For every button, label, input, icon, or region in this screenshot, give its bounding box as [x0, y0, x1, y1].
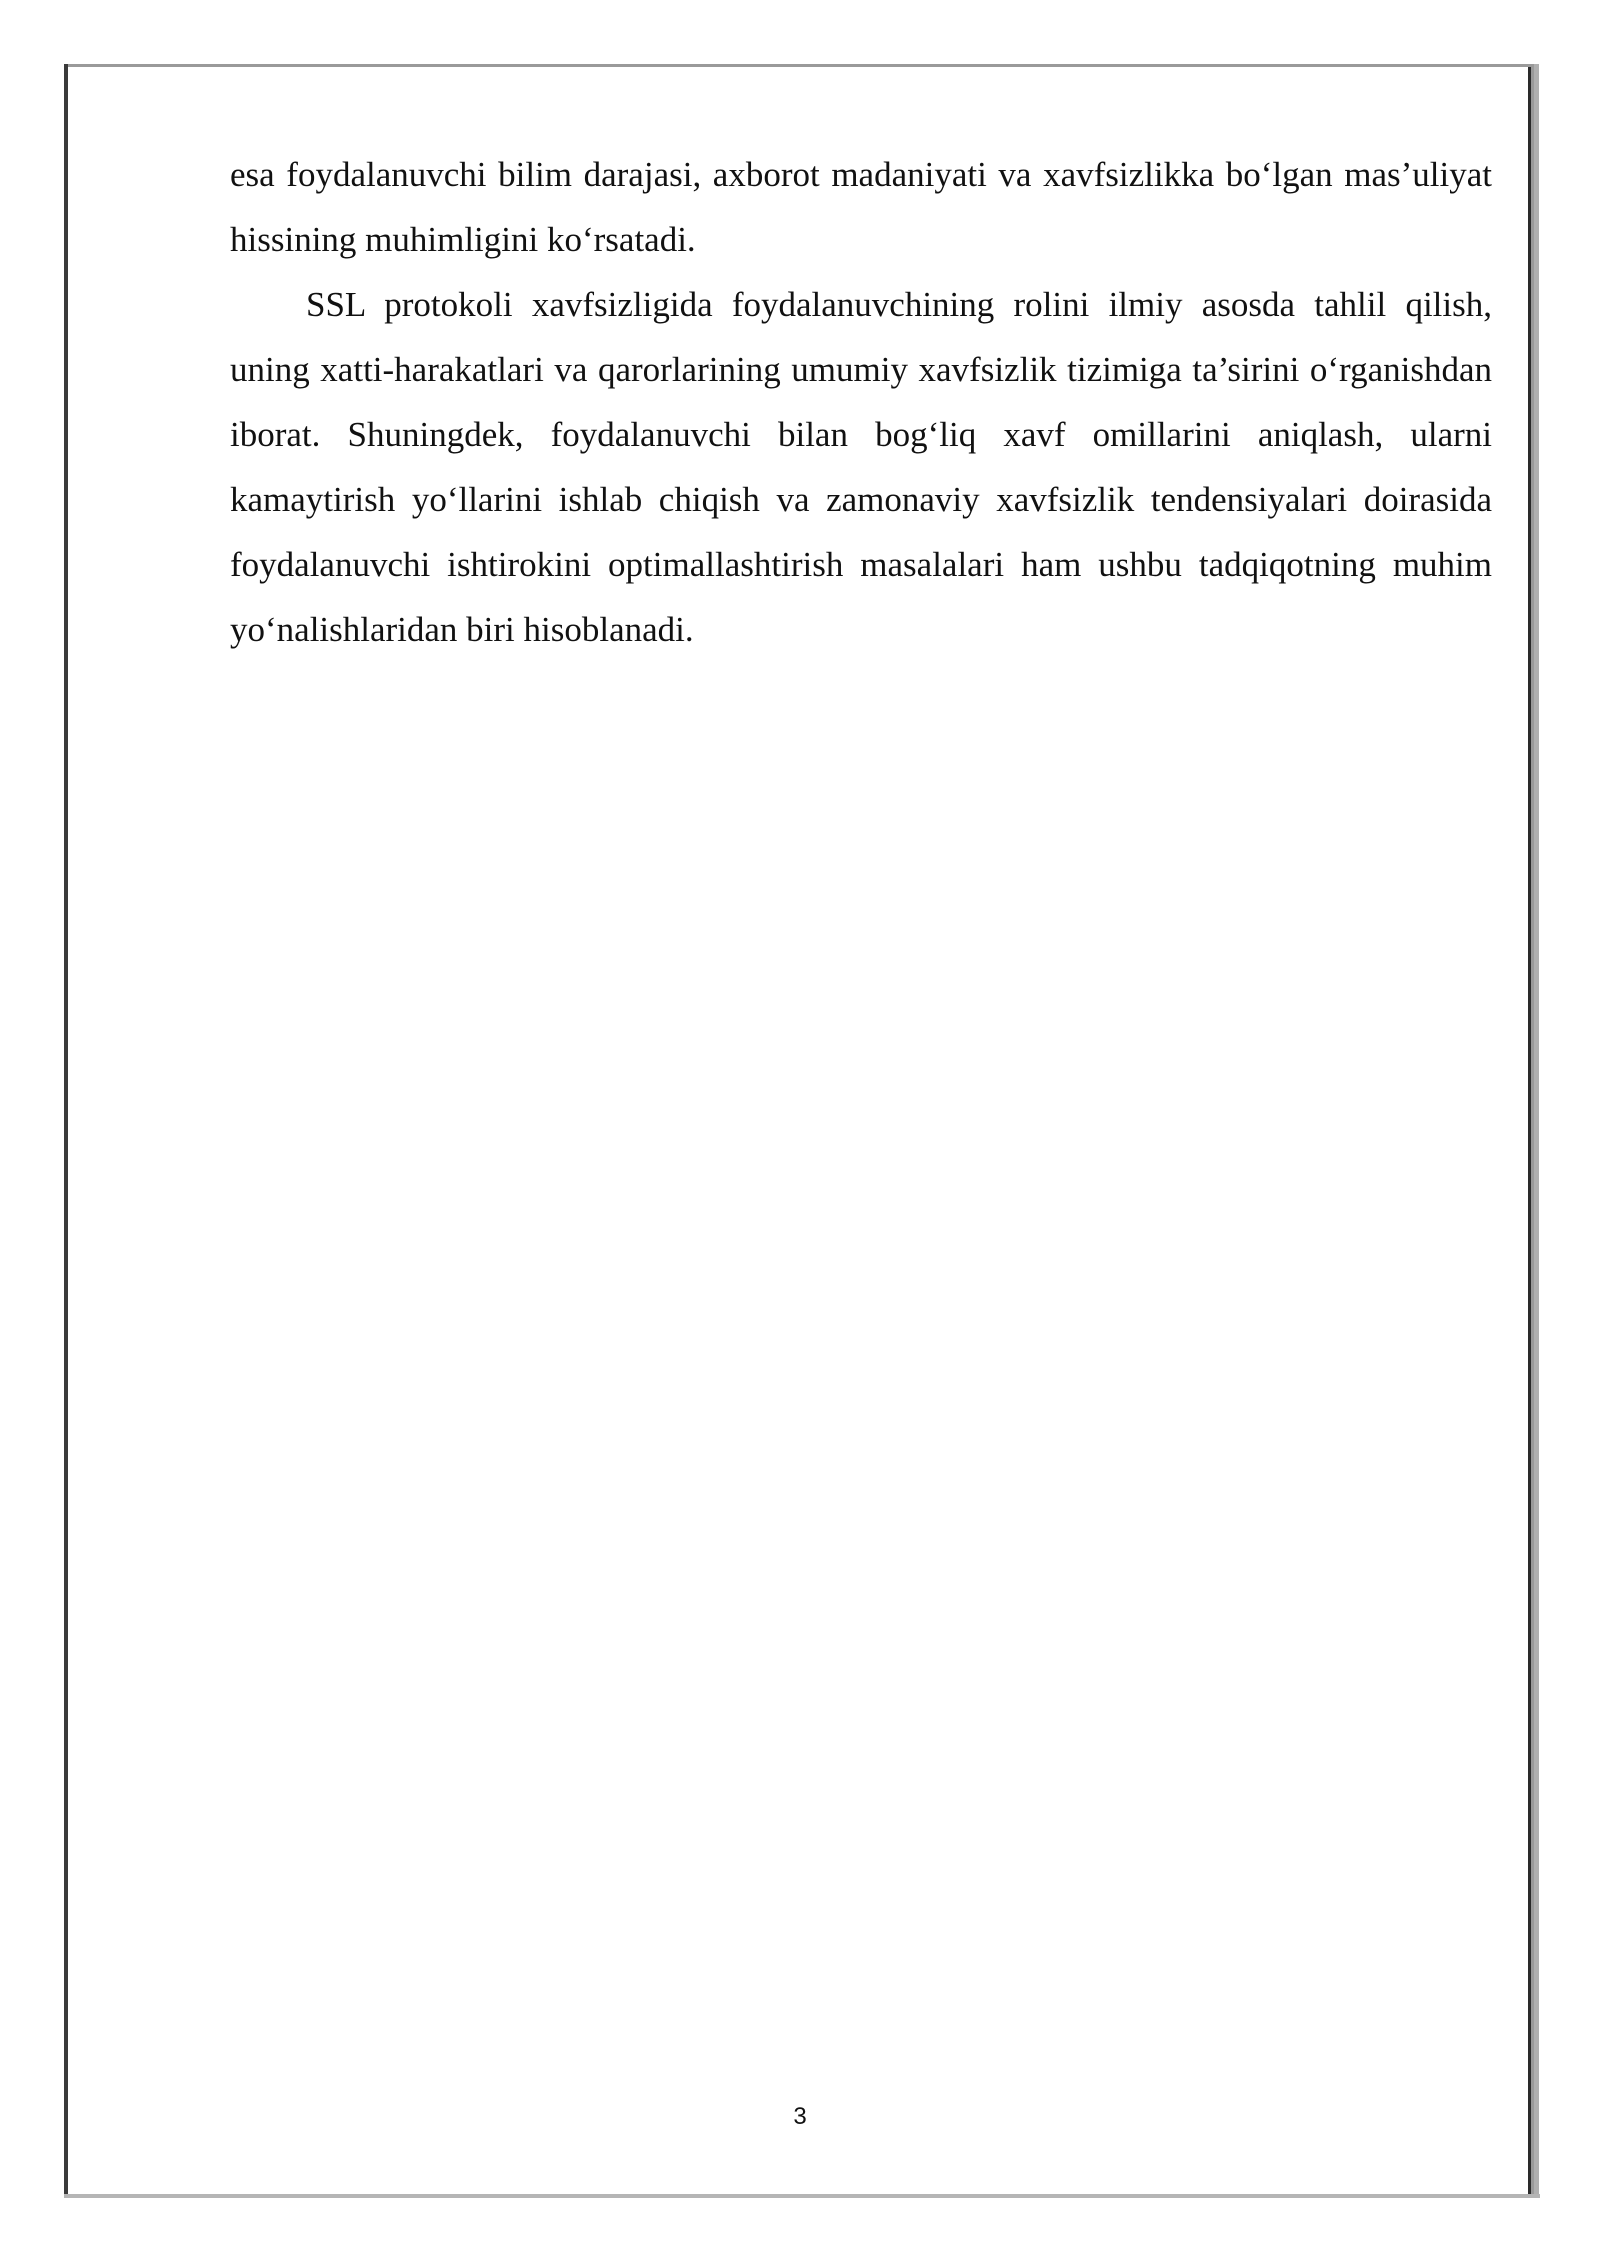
page-border-right-edge [1534, 64, 1539, 2198]
paragraph-continuation: esa foydalanuvchi bilim darajasi, axborot madaniyati va xavfsizlikka bo‘lgan mas’uliyat hissining muhimligini ko‘rsatadi. [230, 155, 1492, 259]
page-number: 3 [793, 2103, 807, 2130]
page-border-bottom-edge [64, 2194, 1540, 2198]
body-text [230, 142, 1492, 662]
page-border-left-edge [64, 64, 68, 2198]
paragraph-research-aim: SSL protokoli xavfsizligida foydalanuvchining rolini ilmiy asosda tahlil qilish, uning xatti-harakatlari va qarorlarining umumiy xavfsizlik tizimiga ta’sirini o‘rganishdan iborat. Shuningdek, foydalanuvchi bilan bog‘liq xavf omillarini aniqlash, ularni kamaytirish yo‘llarini ishlab chiqish va zamonaviy xavfsizlik tendensiyalari doirasida foydalanuvchi ishtirokini optimallashtirish masalalari ham ushbu tadqiqotning muhim yo‘nalishlaridan biri hisoblanadi. [230, 285, 1492, 649]
